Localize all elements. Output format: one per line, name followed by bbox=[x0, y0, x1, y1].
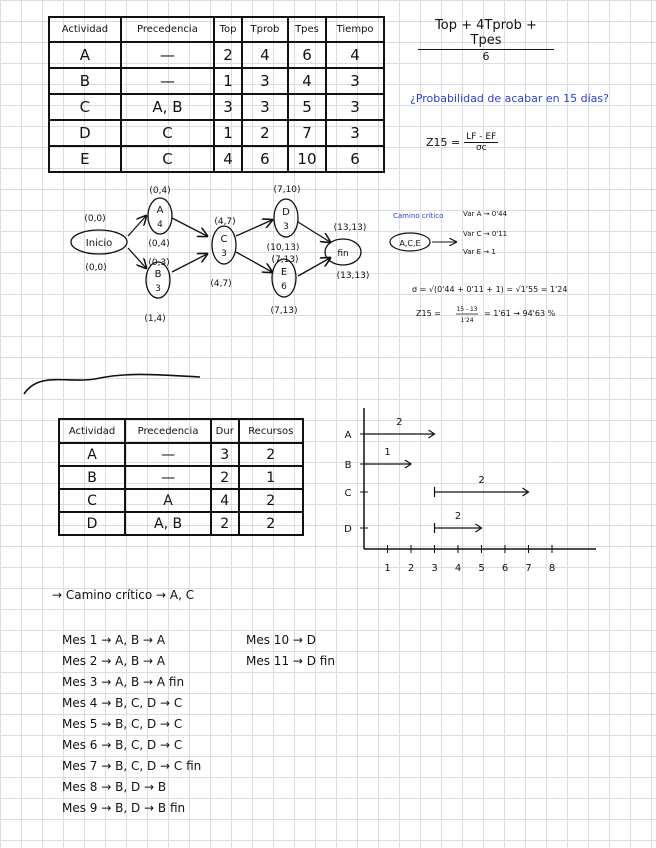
resource-header-recursos: Recursos bbox=[239, 419, 303, 443]
pert-table-cell: — bbox=[121, 42, 214, 68]
resource-header-dur: Dur bbox=[211, 419, 239, 443]
node-c-early: (4,7) bbox=[214, 217, 236, 227]
gantt-row-label: D bbox=[344, 524, 352, 535]
z15-result: = 1'61 → 94'63 % bbox=[484, 309, 556, 318]
resource-table-cell: 2 bbox=[239, 512, 303, 535]
node-d-label: D bbox=[282, 207, 290, 218]
node-e-label: E bbox=[280, 267, 288, 278]
resource-table-cell: — bbox=[125, 466, 211, 489]
node-a-late: (0,4) bbox=[148, 239, 170, 249]
pert-table-cell: 2 bbox=[242, 120, 288, 146]
node-c-label: C bbox=[220, 234, 228, 245]
gantt-x-tick-label: 1 bbox=[384, 563, 391, 574]
pert-table-cell: 10 bbox=[288, 146, 326, 172]
pert-table-cell: 6 bbox=[242, 146, 288, 172]
pert-table-cell: C bbox=[49, 94, 121, 120]
resource-table-row bbox=[59, 512, 303, 535]
sigma-calc: σ = √(0'44 + 0'11 + 1) = √1'55 = 1'24 bbox=[412, 285, 568, 294]
node-c-duration: 3 bbox=[221, 249, 227, 259]
schedule-line: Mes 2 → A, B → A bbox=[62, 654, 166, 668]
node-inicio-label: Inicio bbox=[85, 238, 113, 249]
pert-table-cell: 4 bbox=[214, 146, 242, 172]
edge-inicio-b bbox=[128, 248, 146, 268]
pert-table-cell: 3 bbox=[326, 68, 384, 94]
pert-table-cell: 5 bbox=[288, 94, 326, 120]
critical-path-2: → Camino crítico → A, C bbox=[52, 588, 195, 602]
pert-table-cell: 3 bbox=[326, 120, 384, 146]
node-d-duration: 3 bbox=[283, 222, 289, 232]
z15-frac-num: 15 - 13 bbox=[456, 306, 478, 313]
node-fin-late: (13,13) bbox=[336, 271, 370, 281]
gantt-bar-label: 2 bbox=[454, 511, 462, 522]
pert-table-cell: 4 bbox=[288, 68, 326, 94]
gantt-x-tick-label: 6 bbox=[501, 563, 509, 574]
pert-table-cell: 3 bbox=[242, 94, 288, 120]
gantt-row-label: A bbox=[344, 430, 352, 441]
resource-header-actividad: Actividad bbox=[59, 419, 125, 443]
pert-table-cell: A bbox=[49, 42, 121, 68]
pert-header-precedencia: Precedencia bbox=[121, 17, 214, 42]
z-formula-numerator: LF - EF bbox=[466, 132, 497, 142]
gantt-bar-label: 2 bbox=[396, 417, 403, 428]
gantt-row-label: C bbox=[344, 488, 352, 499]
pert-table-cell: 6 bbox=[326, 146, 384, 172]
edge-c-e bbox=[236, 252, 272, 272]
edge-b-c bbox=[172, 254, 207, 272]
schedule-line: Mes 8 → B, D → B bbox=[62, 780, 167, 794]
gantt-x-tick-label: 5 bbox=[478, 563, 485, 574]
node-b-duration: 3 bbox=[155, 284, 161, 294]
variance-c: Var C → 0'11 bbox=[463, 230, 508, 238]
divider-scribble bbox=[24, 374, 200, 394]
gantt-bar-label: 2 bbox=[478, 475, 485, 486]
node-a-duration: 4 bbox=[157, 220, 163, 230]
node-e-early: (7,13) bbox=[271, 255, 299, 265]
pert-header-top: Top bbox=[214, 17, 242, 42]
resource-table-cell: A bbox=[59, 443, 125, 466]
node-fin-early: (13,13) bbox=[333, 223, 367, 233]
pert-table-cell: C bbox=[121, 146, 214, 172]
schedule-line: Mes 11 → D fin bbox=[246, 654, 335, 668]
pert-table-cell: 2 bbox=[214, 42, 242, 68]
node-c-late: (4,7) bbox=[210, 279, 232, 289]
node-b-early: (0,3) bbox=[148, 258, 170, 268]
variance-e: Var E → 1 bbox=[463, 248, 496, 256]
edge-d-fin bbox=[298, 222, 330, 242]
pert-table-cell: 3 bbox=[214, 94, 242, 120]
node-d-late: (10,13) bbox=[266, 243, 300, 253]
gantt-x-tick-label: 4 bbox=[454, 563, 462, 574]
pert-table-cell: 4 bbox=[242, 42, 288, 68]
pert-table-cell: 3 bbox=[326, 94, 384, 120]
pert-table-cell: C bbox=[121, 120, 214, 146]
schedule-left bbox=[62, 630, 201, 819]
resource-header-precedencia: Precedencia bbox=[125, 419, 211, 443]
resource-table-cell: — bbox=[125, 443, 211, 466]
node-e-late: (7,13) bbox=[270, 306, 298, 316]
node-inicio-early: (0,0) bbox=[84, 214, 106, 224]
z-formula-lhs: Z15 = bbox=[426, 136, 461, 149]
pert-table-cell: 6 bbox=[288, 42, 326, 68]
pert-table-cell: B bbox=[49, 68, 121, 94]
node-e-duration: 6 bbox=[281, 282, 287, 292]
resource-table-cell: 2 bbox=[239, 443, 303, 466]
schedule-line: Mes 9 → B, D → B fin bbox=[62, 801, 186, 815]
gantt-row-label: B bbox=[344, 460, 352, 471]
pert-table-cell: 4 bbox=[326, 42, 384, 68]
z15-frac-den: 1'24 bbox=[460, 317, 474, 324]
edge-a-c bbox=[172, 218, 207, 236]
z15-lhs: Z15 = bbox=[416, 309, 441, 318]
schedule-right bbox=[246, 630, 335, 672]
critical-path-title: Camino crítico bbox=[393, 212, 444, 220]
gantt-x-tick-label: 8 bbox=[548, 563, 556, 574]
gantt-x-tick-label: 2 bbox=[407, 563, 415, 574]
resource-table-row bbox=[59, 443, 303, 466]
gantt-x-tick-label: 7 bbox=[525, 563, 532, 574]
node-a-early: (0,4) bbox=[149, 186, 171, 196]
resource-table-cell: 1 bbox=[239, 466, 303, 489]
resource-table-cell: C bbox=[59, 489, 125, 512]
resource-table-header-row bbox=[59, 419, 303, 443]
node-b-late: (1,4) bbox=[144, 314, 166, 324]
pert-header-tpes: Tpes bbox=[288, 17, 326, 42]
resource-table-cell: A bbox=[125, 489, 211, 512]
gantt-chart bbox=[344, 408, 596, 574]
resource-table-cell: D bbox=[59, 512, 125, 535]
pert-header-tiempo: Tiempo bbox=[326, 17, 384, 42]
pert-table-cell: D bbox=[49, 120, 121, 146]
pert-table-cell: 3 bbox=[242, 68, 288, 94]
schedule-line: Mes 5 → B, C, D → C bbox=[62, 717, 183, 731]
schedule-line: Mes 1 → A, B → A bbox=[62, 633, 166, 647]
pert-table-cell: 1 bbox=[214, 120, 242, 146]
edge-inicio-a bbox=[128, 216, 146, 236]
node-b-label: B bbox=[154, 269, 162, 280]
gantt-bar-label: 1 bbox=[384, 447, 391, 458]
probability-question: ¿Probabilidad de acabar en 15 días? bbox=[410, 92, 609, 105]
resource-table-cell: A, B bbox=[125, 512, 211, 535]
node-fin-label: fin bbox=[337, 249, 349, 259]
node-d-early: (7,10) bbox=[273, 185, 301, 195]
resource-table-cell: 2 bbox=[211, 512, 239, 535]
z-formula-denominator: σc bbox=[475, 143, 487, 153]
resource-table-cell: 4 bbox=[211, 489, 239, 512]
pert-table-cell: — bbox=[121, 68, 214, 94]
resource-table-cell: 2 bbox=[239, 489, 303, 512]
node-inicio-late: (0,0) bbox=[85, 263, 107, 273]
schedule-line: Mes 10 → D bbox=[246, 633, 316, 647]
pert-table-cell: 1 bbox=[214, 68, 242, 94]
pert-table-cell: 7 bbox=[288, 120, 326, 146]
pert-table-cell: E bbox=[49, 146, 121, 172]
pert-header-actividad: Actividad bbox=[49, 17, 121, 42]
resource-table-cell: 3 bbox=[211, 443, 239, 466]
schedule-line: Mes 6 → B, C, D → C bbox=[62, 738, 183, 752]
resource-table-row bbox=[59, 466, 303, 489]
edge-c-d bbox=[236, 220, 272, 236]
formula-numerator: Top + 4Tprob + Tpes bbox=[418, 18, 554, 50]
critical-path-value: A,C,E bbox=[399, 239, 421, 248]
resource-table bbox=[58, 418, 304, 536]
pert-table-cell: A, B bbox=[121, 94, 214, 120]
variance-a: Var A → 0'44 bbox=[463, 210, 508, 218]
edge-e-fin bbox=[298, 258, 330, 276]
formula-denominator: 6 bbox=[482, 50, 490, 63]
pert-header-tprob: Tprob bbox=[242, 17, 288, 42]
node-a-label: A bbox=[156, 205, 164, 216]
resource-table-row bbox=[59, 489, 303, 512]
resource-table-cell: B bbox=[59, 466, 125, 489]
schedule-line: Mes 3 → A, B → A fin bbox=[62, 675, 185, 689]
resource-table-cell: 2 bbox=[211, 466, 239, 489]
schedule-line: Mes 7 → B, C, D → C fin bbox=[62, 759, 202, 773]
gantt-x-tick-label: 3 bbox=[431, 563, 438, 574]
schedule-line: Mes 4 → B, C, D → C bbox=[62, 696, 183, 710]
